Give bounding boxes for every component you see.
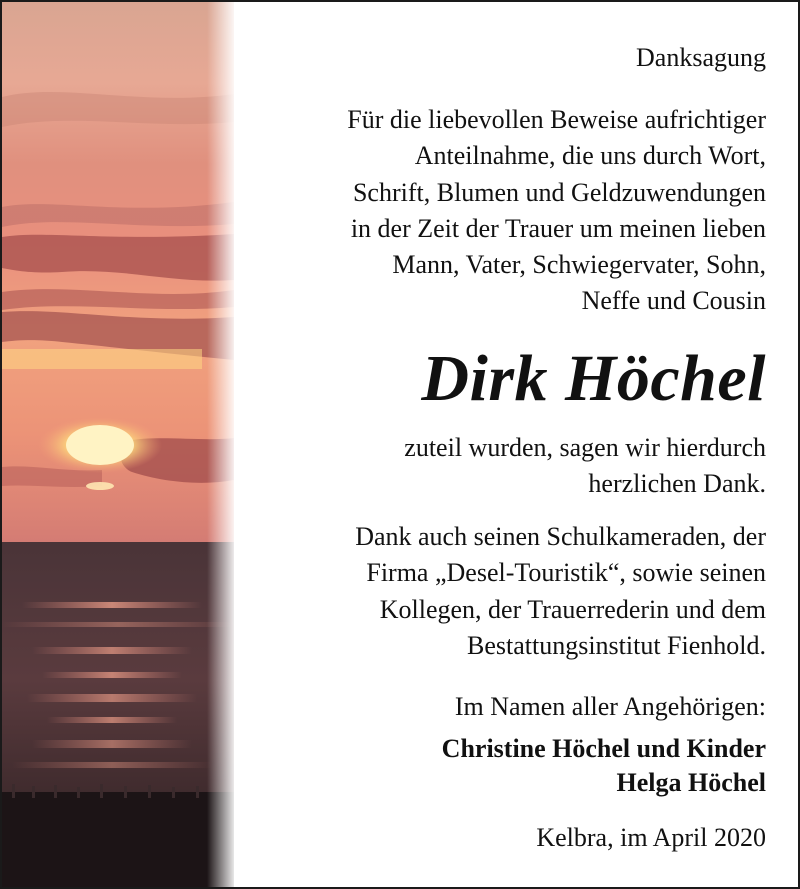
text-line: Mann, Vater, Schwiegervater, Sohn,	[392, 250, 766, 280]
sun	[66, 425, 134, 465]
signatory: Christine Höchel und Kinder	[441, 734, 766, 763]
shore	[2, 792, 234, 887]
text-line: in der Zeit der Trauer um meinen lieben	[350, 213, 766, 243]
text-line: zuteil wurden, sagen wir hierdurch	[404, 433, 766, 462]
text-line: Kollegen, der Trauerrederin und dem	[379, 594, 766, 624]
on-behalf-line	[455, 689, 766, 725]
text-line: Im Namen aller Angehörigen:	[454, 692, 766, 721]
text-line: Für die liebevollen Beweise aufrichtiger	[347, 105, 766, 134]
after-name-paragraph	[404, 430, 766, 503]
deceased-name: Dirk Höchel	[421, 342, 766, 415]
text-line: Bestattungsinstitut Fienhold.	[466, 630, 766, 660]
photo-fade	[207, 2, 234, 887]
text-line: Neffe und Cousin	[581, 286, 766, 316]
heading: Danksagung	[636, 43, 766, 72]
signatory: Helga Höchel	[616, 768, 766, 797]
signatories	[442, 732, 766, 800]
text-line: herzlichen Dank.	[588, 469, 766, 499]
text-line: Firma „Desel-Touristik“, sowie seinen	[366, 558, 766, 588]
text-line: Kelbra, im April 2020	[536, 823, 766, 852]
text-line: Anteilnahme, die uns durch Wort,	[414, 141, 766, 171]
thanks-paragraph	[355, 519, 766, 664]
text-line: Schrift, Blumen und Geldzuwendungen	[352, 177, 766, 207]
place-date	[536, 820, 766, 856]
sunset-photo	[2, 2, 234, 887]
intro-paragraph	[347, 102, 766, 320]
light-streak	[2, 349, 202, 369]
text-line: Dank auch seinen Schulkameraden, der	[355, 522, 766, 551]
